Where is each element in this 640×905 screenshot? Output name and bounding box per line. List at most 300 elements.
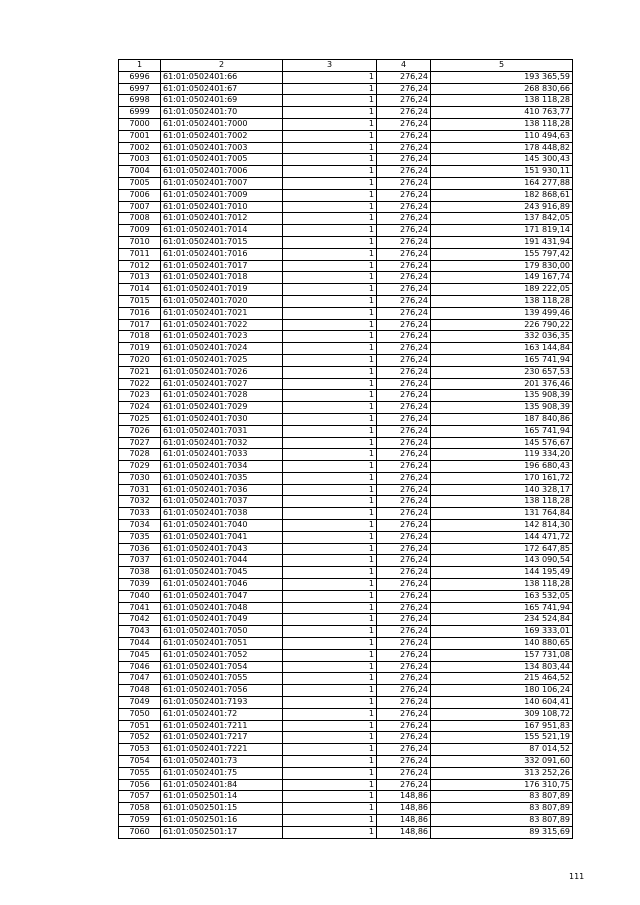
header-row (119, 60, 573, 72)
quantity-cell: 1 (283, 815, 377, 827)
table-row (119, 437, 573, 449)
value-cell: 176 310,75 (431, 779, 573, 791)
value-cell: 155 797,42 (431, 248, 573, 260)
cadastral-number-cell: 61:01:0502401:7021 (161, 307, 283, 319)
area-cell: 276,24 (377, 201, 431, 213)
value-cell: 170 161,72 (431, 472, 573, 484)
table-row (119, 177, 573, 189)
cadastral-number-cell: 61:01:0502401:7032 (161, 437, 283, 449)
table-row (119, 189, 573, 201)
value-cell: 180 106,24 (431, 685, 573, 697)
area-cell: 276,24 (377, 649, 431, 661)
row-number-cell: 7000 (119, 118, 161, 130)
value-cell: 138 118,28 (431, 579, 573, 591)
value-cell: 142 814,30 (431, 520, 573, 532)
table-row (119, 590, 573, 602)
table-row (119, 803, 573, 815)
quantity-cell: 1 (283, 484, 377, 496)
value-cell: 145 576,67 (431, 437, 573, 449)
cadastral-number-cell: 61:01:0502401:7043 (161, 543, 283, 555)
table-row (119, 484, 573, 496)
area-cell: 276,24 (377, 154, 431, 166)
table-row (119, 130, 573, 142)
area-cell: 276,24 (377, 461, 431, 473)
row-number-cell: 7011 (119, 248, 161, 260)
table-row (119, 579, 573, 591)
data-table (118, 59, 573, 839)
row-number-cell: 7008 (119, 213, 161, 225)
table-row (119, 272, 573, 284)
area-cell: 276,24 (377, 520, 431, 532)
cadastral-number-cell: 61:01:0502401:70 (161, 107, 283, 119)
cadastral-number-cell: 61:01:0502401:72 (161, 708, 283, 720)
table-row (119, 413, 573, 425)
area-cell: 276,24 (377, 437, 431, 449)
row-number-cell: 7014 (119, 284, 161, 296)
row-number-cell: 6996 (119, 71, 161, 83)
table-row (119, 638, 573, 650)
cadastral-number-cell: 61:01:0502401:7050 (161, 626, 283, 638)
quantity-cell: 1 (283, 472, 377, 484)
row-number-cell: 7018 (119, 331, 161, 343)
quantity-cell: 1 (283, 449, 377, 461)
value-cell: 83 807,89 (431, 791, 573, 803)
quantity-cell: 1 (283, 366, 377, 378)
cadastral-number-cell: 61:01:0502401:75 (161, 767, 283, 779)
cadastral-number-cell: 61:01:0502401:7040 (161, 520, 283, 532)
cadastral-number-cell: 61:01:0502401:7221 (161, 744, 283, 756)
value-cell: 119 334,20 (431, 449, 573, 461)
row-number-cell: 7026 (119, 425, 161, 437)
area-cell: 276,24 (377, 118, 431, 130)
row-number-cell: 7017 (119, 319, 161, 331)
quantity-cell: 1 (283, 166, 377, 178)
cadastral-number-cell: 61:01:0502401:7056 (161, 685, 283, 697)
row-number-cell: 7007 (119, 201, 161, 213)
table-row (119, 154, 573, 166)
cadastral-number-cell: 61:01:0502401:73 (161, 756, 283, 768)
quantity-cell: 1 (283, 555, 377, 567)
row-number-cell: 7052 (119, 732, 161, 744)
area-cell: 148,86 (377, 791, 431, 803)
value-cell: 268 830,66 (431, 83, 573, 95)
quantity-cell: 1 (283, 107, 377, 119)
area-cell: 276,24 (377, 166, 431, 178)
cadastral-number-cell: 61:01:0502401:7031 (161, 425, 283, 437)
table-row (119, 331, 573, 343)
table-row (119, 284, 573, 296)
table-row (119, 708, 573, 720)
cadastral-number-cell: 61:01:0502401:7010 (161, 201, 283, 213)
value-cell: 135 908,39 (431, 390, 573, 402)
area-cell: 276,24 (377, 142, 431, 154)
cadastral-number-cell: 61:01:0502401:7023 (161, 331, 283, 343)
column-header: 5 (431, 60, 573, 72)
area-cell: 276,24 (377, 626, 431, 638)
cadastral-number-cell: 61:01:0502401:7000 (161, 118, 283, 130)
value-cell: 89 315,69 (431, 826, 573, 838)
value-cell: 144 195,49 (431, 567, 573, 579)
value-cell: 196 680,43 (431, 461, 573, 473)
area-cell: 276,24 (377, 284, 431, 296)
value-cell: 145 300,43 (431, 154, 573, 166)
quantity-cell: 1 (283, 425, 377, 437)
cadastral-number-cell: 61:01:0502401:66 (161, 71, 283, 83)
area-cell: 276,24 (377, 720, 431, 732)
row-number-cell: 7044 (119, 638, 161, 650)
quantity-cell: 1 (283, 272, 377, 284)
area-cell: 276,24 (377, 673, 431, 685)
area-cell: 276,24 (377, 555, 431, 567)
area-cell: 148,86 (377, 815, 431, 827)
value-cell: 201 376,46 (431, 378, 573, 390)
table-row (119, 567, 573, 579)
row-number-cell: 7042 (119, 614, 161, 626)
area-cell: 276,24 (377, 508, 431, 520)
value-cell: 169 333,01 (431, 626, 573, 638)
cadastral-number-cell: 61:01:0502401:7022 (161, 319, 283, 331)
row-number-cell: 7057 (119, 791, 161, 803)
value-cell: 172 647,85 (431, 543, 573, 555)
table-row (119, 767, 573, 779)
area-cell: 276,24 (377, 213, 431, 225)
row-number-cell: 7022 (119, 378, 161, 390)
quantity-cell: 1 (283, 520, 377, 532)
quantity-cell: 1 (283, 720, 377, 732)
row-number-cell: 7031 (119, 484, 161, 496)
row-number-cell: 7033 (119, 508, 161, 520)
table-row (119, 508, 573, 520)
cadastral-number-cell: 61:01:0502401:84 (161, 779, 283, 791)
area-cell: 276,24 (377, 225, 431, 237)
row-number-cell: 7041 (119, 602, 161, 614)
value-cell: 163 532,05 (431, 590, 573, 602)
value-cell: 157 731,08 (431, 649, 573, 661)
row-number-cell: 7030 (119, 472, 161, 484)
quantity-cell: 1 (283, 602, 377, 614)
row-number-cell: 7047 (119, 673, 161, 685)
cadastral-number-cell: 61:01:0502401:7024 (161, 343, 283, 355)
quantity-cell: 1 (283, 732, 377, 744)
cadastral-number-cell: 61:01:0502401:7217 (161, 732, 283, 744)
quantity-cell: 1 (283, 154, 377, 166)
quantity-cell: 1 (283, 791, 377, 803)
area-cell: 276,24 (377, 319, 431, 331)
table-row (119, 720, 573, 732)
cadastral-number-cell: 61:01:0502401:7046 (161, 579, 283, 591)
area-cell: 276,24 (377, 779, 431, 791)
cadastral-number-cell: 61:01:0502401:7009 (161, 189, 283, 201)
quantity-cell: 1 (283, 437, 377, 449)
row-number-cell: 7009 (119, 225, 161, 237)
row-number-cell: 7037 (119, 555, 161, 567)
value-cell: 140 604,41 (431, 697, 573, 709)
row-number-cell: 7027 (119, 437, 161, 449)
row-number-cell: 7006 (119, 189, 161, 201)
table-row (119, 461, 573, 473)
table-row (119, 201, 573, 213)
table-row (119, 555, 573, 567)
table-row (119, 815, 573, 827)
row-number-cell: 7046 (119, 661, 161, 673)
area-cell: 148,86 (377, 803, 431, 815)
column-header: 1 (119, 60, 161, 72)
quantity-cell: 1 (283, 767, 377, 779)
quantity-cell: 1 (283, 284, 377, 296)
value-cell: 230 657,53 (431, 366, 573, 378)
cadastral-number-cell: 61:01:0502501:16 (161, 815, 283, 827)
row-number-cell: 7058 (119, 803, 161, 815)
table-row (119, 166, 573, 178)
row-number-cell: 7048 (119, 685, 161, 697)
table-row (119, 366, 573, 378)
cadastral-number-cell: 61:01:0502401:7016 (161, 248, 283, 260)
value-cell: 83 807,89 (431, 815, 573, 827)
value-cell: 165 741,94 (431, 602, 573, 614)
quantity-cell: 1 (283, 590, 377, 602)
table-row (119, 354, 573, 366)
quantity-cell: 1 (283, 756, 377, 768)
row-number-cell: 7049 (119, 697, 161, 709)
cadastral-number-cell: 61:01:0502401:7034 (161, 461, 283, 473)
cadastral-number-cell: 61:01:0502401:7014 (161, 225, 283, 237)
row-number-cell: 7016 (119, 307, 161, 319)
table-row (119, 213, 573, 225)
cadastral-number-cell: 61:01:0502401:7044 (161, 555, 283, 567)
value-cell: 138 118,28 (431, 118, 573, 130)
row-number-cell: 7021 (119, 366, 161, 378)
quantity-cell: 1 (283, 390, 377, 402)
table-row (119, 402, 573, 414)
cadastral-number-cell: 61:01:0502401:7038 (161, 508, 283, 520)
value-cell: 143 090,54 (431, 555, 573, 567)
cadastral-number-cell: 61:01:0502401:7003 (161, 142, 283, 154)
value-cell: 182 868,61 (431, 189, 573, 201)
value-cell: 234 524,84 (431, 614, 573, 626)
table-row (119, 295, 573, 307)
value-cell: 167 951,83 (431, 720, 573, 732)
quantity-cell: 1 (283, 649, 377, 661)
cadastral-number-cell: 61:01:0502401:7006 (161, 166, 283, 178)
value-cell: 313 252,26 (431, 767, 573, 779)
table-row (119, 307, 573, 319)
quantity-cell: 1 (283, 661, 377, 673)
value-cell: 134 803,44 (431, 661, 573, 673)
quantity-cell: 1 (283, 461, 377, 473)
cadastral-number-cell: 61:01:0502401:7020 (161, 295, 283, 307)
column-header: 2 (161, 60, 283, 72)
cadastral-number-cell: 61:01:0502401:7002 (161, 130, 283, 142)
row-number-cell: 7024 (119, 402, 161, 414)
quantity-cell: 1 (283, 779, 377, 791)
value-cell: 140 328,17 (431, 484, 573, 496)
area-cell: 276,24 (377, 402, 431, 414)
cadastral-number-cell: 61:01:0502401:7037 (161, 496, 283, 508)
table-row (119, 390, 573, 402)
cadastral-number-cell: 61:01:0502501:15 (161, 803, 283, 815)
value-cell: 164 277,88 (431, 177, 573, 189)
cadastral-number-cell: 61:01:0502401:7211 (161, 720, 283, 732)
row-number-cell: 6999 (119, 107, 161, 119)
row-number-cell: 7045 (119, 649, 161, 661)
table-row (119, 732, 573, 744)
area-cell: 276,24 (377, 567, 431, 579)
area-cell: 276,24 (377, 543, 431, 555)
table-row (119, 260, 573, 272)
area-cell: 276,24 (377, 614, 431, 626)
quantity-cell: 1 (283, 95, 377, 107)
row-number-cell: 7023 (119, 390, 161, 402)
table-row (119, 225, 573, 237)
area-cell: 276,24 (377, 602, 431, 614)
cadastral-number-cell: 61:01:0502401:7049 (161, 614, 283, 626)
cadastral-number-cell: 61:01:0502401:67 (161, 83, 283, 95)
column-header: 3 (283, 60, 377, 72)
value-cell: 149 167,74 (431, 272, 573, 284)
area-cell: 276,24 (377, 343, 431, 355)
row-number-cell: 7039 (119, 579, 161, 591)
quantity-cell: 1 (283, 626, 377, 638)
row-number-cell: 7004 (119, 166, 161, 178)
area-cell: 276,24 (377, 295, 431, 307)
cadastral-number-cell: 61:01:0502401:7054 (161, 661, 283, 673)
table-row (119, 685, 573, 697)
quantity-cell: 1 (283, 142, 377, 154)
value-cell: 189 222,05 (431, 284, 573, 296)
value-cell: 179 830,00 (431, 260, 573, 272)
row-number-cell: 7029 (119, 461, 161, 473)
value-cell: 87 014,52 (431, 744, 573, 756)
row-number-cell: 7028 (119, 449, 161, 461)
table-row (119, 496, 573, 508)
area-cell: 276,24 (377, 95, 431, 107)
table-body (119, 71, 573, 838)
cadastral-number-cell: 61:01:0502401:7018 (161, 272, 283, 284)
table-row (119, 378, 573, 390)
area-cell: 276,24 (377, 248, 431, 260)
value-cell: 226 790,22 (431, 319, 573, 331)
value-cell: 410 763,77 (431, 107, 573, 119)
area-cell: 276,24 (377, 236, 431, 248)
row-number-cell: 6998 (119, 95, 161, 107)
quantity-cell: 1 (283, 531, 377, 543)
page-number: 111 (569, 872, 585, 881)
area-cell: 276,24 (377, 756, 431, 768)
area-cell: 276,24 (377, 366, 431, 378)
table-row (119, 343, 573, 355)
quantity-cell: 1 (283, 130, 377, 142)
area-cell: 276,24 (377, 260, 431, 272)
cadastral-number-cell: 61:01:0502401:7036 (161, 484, 283, 496)
area-cell: 276,24 (377, 390, 431, 402)
area-cell: 276,24 (377, 378, 431, 390)
value-cell: 171 819,14 (431, 225, 573, 237)
cadastral-number-cell: 61:01:0502401:7026 (161, 366, 283, 378)
quantity-cell: 1 (283, 685, 377, 697)
row-number-cell: 7013 (119, 272, 161, 284)
value-cell: 155 521,19 (431, 732, 573, 744)
row-number-cell: 7003 (119, 154, 161, 166)
area-cell: 276,24 (377, 425, 431, 437)
cadastral-number-cell: 61:01:0502401:69 (161, 95, 283, 107)
row-number-cell: 7001 (119, 130, 161, 142)
table-row (119, 236, 573, 248)
quantity-cell: 1 (283, 307, 377, 319)
quantity-cell: 1 (283, 378, 377, 390)
quantity-cell: 1 (283, 331, 377, 343)
quantity-cell: 1 (283, 71, 377, 83)
value-cell: 138 118,28 (431, 295, 573, 307)
value-cell: 138 118,28 (431, 95, 573, 107)
row-number-cell: 7054 (119, 756, 161, 768)
quantity-cell: 1 (283, 673, 377, 685)
cadastral-number-cell: 61:01:0502401:7007 (161, 177, 283, 189)
table-row (119, 95, 573, 107)
row-number-cell: 6997 (119, 83, 161, 95)
value-cell: 165 741,94 (431, 354, 573, 366)
value-cell: 332 036,35 (431, 331, 573, 343)
quantity-cell: 1 (283, 213, 377, 225)
cadastral-number-cell: 61:01:0502401:7012 (161, 213, 283, 225)
row-number-cell: 7050 (119, 708, 161, 720)
table-row (119, 673, 573, 685)
row-number-cell: 7025 (119, 413, 161, 425)
cadastral-number-cell: 61:01:0502501:14 (161, 791, 283, 803)
row-number-cell: 7038 (119, 567, 161, 579)
table-row (119, 107, 573, 119)
value-cell: 83 807,89 (431, 803, 573, 815)
value-cell: 140 880,65 (431, 638, 573, 650)
table-row (119, 425, 573, 437)
quantity-cell: 1 (283, 708, 377, 720)
table-row (119, 614, 573, 626)
value-cell: 139 499,46 (431, 307, 573, 319)
value-cell: 243 916,89 (431, 201, 573, 213)
value-cell: 110 494,63 (431, 130, 573, 142)
area-cell: 276,24 (377, 484, 431, 496)
quantity-cell: 1 (283, 567, 377, 579)
quantity-cell: 1 (283, 177, 377, 189)
row-number-cell: 7019 (119, 343, 161, 355)
row-number-cell: 7020 (119, 354, 161, 366)
quantity-cell: 1 (283, 319, 377, 331)
cadastral-number-cell: 61:01:0502401:7019 (161, 284, 283, 296)
cadastral-number-cell: 61:01:0502401:7041 (161, 531, 283, 543)
row-number-cell: 7053 (119, 744, 161, 756)
cadastral-number-cell: 61:01:0502401:7033 (161, 449, 283, 461)
row-number-cell: 7060 (119, 826, 161, 838)
row-number-cell: 7055 (119, 767, 161, 779)
value-cell: 135 908,39 (431, 402, 573, 414)
cadastral-number-cell: 61:01:0502401:7047 (161, 590, 283, 602)
quantity-cell: 1 (283, 543, 377, 555)
table-row (119, 791, 573, 803)
value-cell: 215 464,52 (431, 673, 573, 685)
value-cell: 309 108,72 (431, 708, 573, 720)
table-row (119, 826, 573, 838)
table-row (119, 449, 573, 461)
row-number-cell: 7032 (119, 496, 161, 508)
quantity-cell: 1 (283, 354, 377, 366)
area-cell: 276,24 (377, 189, 431, 201)
quantity-cell: 1 (283, 697, 377, 709)
area-cell: 276,24 (377, 272, 431, 284)
value-cell: 187 840,86 (431, 413, 573, 425)
area-cell: 276,24 (377, 71, 431, 83)
quantity-cell: 1 (283, 614, 377, 626)
area-cell: 276,24 (377, 732, 431, 744)
area-cell: 276,24 (377, 697, 431, 709)
